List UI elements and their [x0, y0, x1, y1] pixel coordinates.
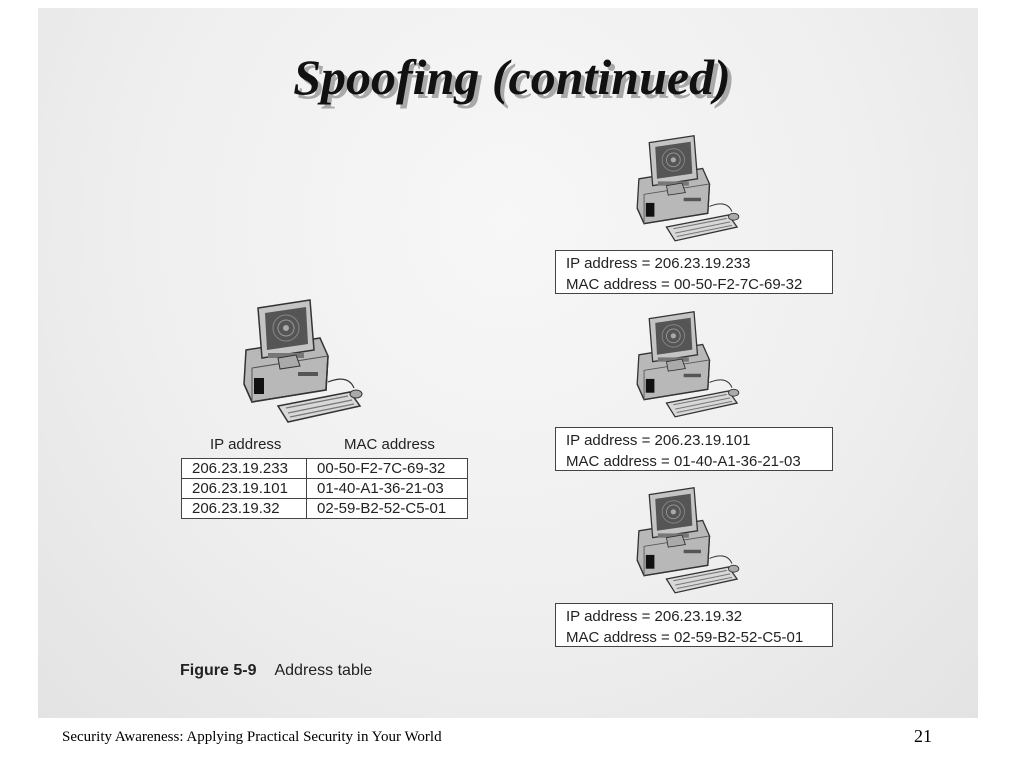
host-mac-label: MAC address = 01-40-A1-36-21-03: [566, 453, 801, 470]
table-row: [182, 499, 468, 519]
mac-cell: 01-40-A1-36-21-03: [307, 479, 468, 499]
mac-cell: 02-59-B2-52-C5-01: [307, 499, 468, 519]
desktop-computer-icon: [632, 134, 744, 246]
table-row: [182, 479, 468, 499]
host-mac-label: MAC address = 00-50-F2-7C-69-32: [566, 276, 803, 293]
ip-address-header: IP address: [210, 436, 282, 453]
host-address-box: [555, 250, 833, 294]
desktop-computer-icon: [238, 298, 368, 428]
address-table: [181, 458, 468, 519]
ip-cell: 206.23.19.101: [182, 479, 307, 499]
figure-caption-text: Address table: [274, 662, 373, 679]
mac-address-header: MAC address: [344, 436, 435, 453]
slide-panel: [38, 8, 978, 718]
host-address-box: [555, 603, 833, 647]
slide-footer: Security Awareness: Applying Practical Security in Your World: [62, 729, 442, 745]
host-ip-label: IP address = 206.23.19.101: [566, 432, 751, 449]
host-ip-label: IP address = 206.23.19.233: [566, 255, 751, 272]
table-row: [182, 459, 468, 479]
desktop-computer-icon: [632, 310, 744, 422]
page-number: 21: [914, 726, 932, 746]
host-mac-label: MAC address = 02-59-B2-52-C5-01: [566, 629, 804, 646]
host-address-box: [555, 427, 833, 471]
figure-caption: [180, 662, 372, 680]
slide-title: Spoofing (continued): [293, 49, 731, 105]
mac-cell: 00-50-F2-7C-69-32: [307, 459, 468, 479]
ip-cell: 206.23.19.32: [182, 499, 307, 519]
desktop-computer-icon: [632, 486, 744, 598]
host-ip-label: IP address = 206.23.19.32: [566, 608, 743, 625]
ip-cell: 206.23.19.233: [182, 459, 307, 479]
figure-number: Figure 5-9: [180, 662, 257, 679]
